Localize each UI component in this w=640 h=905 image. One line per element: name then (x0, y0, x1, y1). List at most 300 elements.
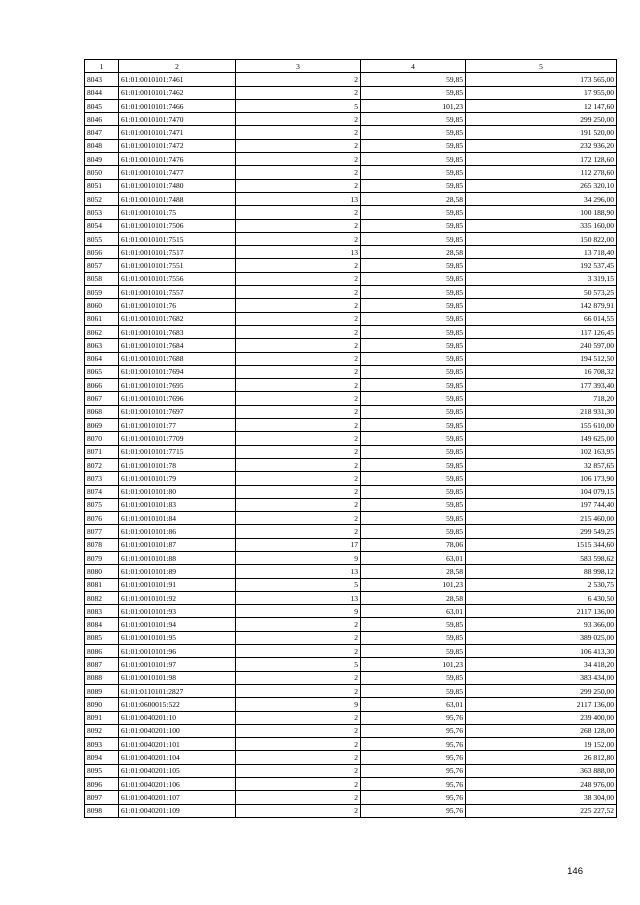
group-cell: 9 (236, 551, 361, 564)
cadastral-number-cell: 61:01:0010101:86 (119, 525, 236, 538)
group-cell: 2 (236, 738, 361, 751)
rate-cell: 59,85 (361, 219, 466, 232)
group-cell: 5 (236, 578, 361, 591)
column-header: 5 (466, 60, 617, 73)
rate-cell: 59,85 (361, 365, 466, 378)
group-cell: 2 (236, 405, 361, 418)
table-row (85, 764, 617, 777)
row-number-cell: 8059 (85, 286, 119, 299)
group-cell: 2 (236, 379, 361, 392)
group-cell: 2 (236, 419, 361, 432)
group-cell: 2 (236, 724, 361, 737)
rate-cell: 78,06 (361, 538, 466, 551)
rate-cell: 59,85 (361, 498, 466, 511)
table-row (85, 565, 617, 578)
table-row (85, 153, 617, 166)
cadastral-number-cell: 61:01:0040201:105 (119, 764, 236, 777)
table-row (85, 698, 617, 711)
value-cell: 12 147,60 (466, 99, 617, 112)
rate-cell: 59,85 (361, 126, 466, 139)
row-number-cell: 8081 (85, 578, 119, 591)
cadastral-number-cell: 61:01:0040201:10 (119, 711, 236, 724)
cadastral-number-cell: 61:01:0010101:83 (119, 498, 236, 511)
rate-cell: 59,85 (361, 485, 466, 498)
row-number-cell: 8062 (85, 325, 119, 338)
table-row (85, 365, 617, 378)
value-cell: 3 319,15 (466, 272, 617, 285)
row-number-cell: 8069 (85, 419, 119, 432)
group-cell: 2 (236, 778, 361, 791)
cadastral-number-cell: 61:01:0040201:106 (119, 778, 236, 791)
table-row (85, 73, 617, 86)
row-number-cell: 8067 (85, 392, 119, 405)
group-cell: 2 (236, 498, 361, 511)
group-cell: 2 (236, 631, 361, 644)
group-cell: 2 (236, 645, 361, 658)
group-cell: 2 (236, 684, 361, 697)
cadastral-number-cell: 61:01:0010101:7472 (119, 139, 236, 152)
cadastral-number-cell: 61:01:0010101:76 (119, 299, 236, 312)
table-body (85, 73, 617, 818)
table-row (85, 86, 617, 99)
table-row (85, 325, 617, 338)
cadastral-number-cell: 61:01:0600015:522 (119, 698, 236, 711)
cadastral-number-cell: 61:01:0010101:75 (119, 206, 236, 219)
value-cell: 106 413,30 (466, 645, 617, 658)
value-cell: 173 565,00 (466, 73, 617, 86)
table-row (85, 804, 617, 817)
rate-cell: 59,85 (361, 432, 466, 445)
cadastral-number-cell: 61:01:0010101:7476 (119, 153, 236, 166)
table-row (85, 299, 617, 312)
table-row (85, 671, 617, 684)
group-cell: 2 (236, 232, 361, 245)
rate-cell: 95,76 (361, 764, 466, 777)
rate-cell: 63,01 (361, 605, 466, 618)
table-row (85, 259, 617, 272)
value-cell: 299 549,25 (466, 525, 617, 538)
table-row (85, 139, 617, 152)
cadastral-number-cell: 61:01:0010101:84 (119, 512, 236, 525)
table-row (85, 405, 617, 418)
table-row (85, 605, 617, 618)
value-cell: 38 304,00 (466, 791, 617, 804)
group-cell: 2 (236, 485, 361, 498)
row-number-cell: 8065 (85, 365, 119, 378)
cadastral-number-cell: 61:01:0110101:2827 (119, 684, 236, 697)
row-number-cell: 8091 (85, 711, 119, 724)
table-row (85, 525, 617, 538)
rate-cell: 59,85 (361, 179, 466, 192)
value-cell: 155 610,00 (466, 419, 617, 432)
cadastral-number-cell: 61:01:0010101:93 (119, 605, 236, 618)
group-cell: 9 (236, 605, 361, 618)
row-number-cell: 8075 (85, 498, 119, 511)
value-cell: 19 152,00 (466, 738, 617, 751)
value-cell: 191 520,00 (466, 126, 617, 139)
value-cell: 93 366,00 (466, 618, 617, 631)
cadastral-number-cell: 61:01:0010101:7684 (119, 339, 236, 352)
group-cell: 2 (236, 259, 361, 272)
rate-cell: 59,85 (361, 312, 466, 325)
value-cell: 194 512,50 (466, 352, 617, 365)
group-cell: 2 (236, 73, 361, 86)
row-number-cell: 8083 (85, 605, 119, 618)
value-cell: 1515 344,60 (466, 538, 617, 551)
value-cell: 218 931,30 (466, 405, 617, 418)
row-number-cell: 8072 (85, 458, 119, 471)
table-row (85, 791, 617, 804)
cadastral-number-cell: 61:01:0010101:7466 (119, 99, 236, 112)
page-number: 146 (567, 866, 583, 877)
cadastral-number-cell: 61:01:0010101:7696 (119, 392, 236, 405)
cadastral-number-cell: 61:01:0010101:91 (119, 578, 236, 591)
table-row (85, 591, 617, 604)
row-number-cell: 8090 (85, 698, 119, 711)
row-number-cell: 8086 (85, 645, 119, 658)
cadastral-number-cell: 61:01:0010101:7694 (119, 365, 236, 378)
cadastral-number-cell: 61:01:0010101:7477 (119, 166, 236, 179)
cadastral-number-cell: 61:01:0040201:104 (119, 751, 236, 764)
cadastral-number-cell: 61:01:0010101:7506 (119, 219, 236, 232)
value-cell: 232 936,20 (466, 139, 617, 152)
rate-cell: 95,76 (361, 711, 466, 724)
row-number-cell: 8048 (85, 139, 119, 152)
row-number-cell: 8046 (85, 113, 119, 126)
rate-cell: 59,85 (361, 645, 466, 658)
table-row (85, 751, 617, 764)
value-cell: 2117 136,00 (466, 698, 617, 711)
rate-cell: 59,85 (361, 73, 466, 86)
value-cell: 13 718,40 (466, 246, 617, 259)
row-number-cell: 8050 (85, 166, 119, 179)
value-cell: 142 879,91 (466, 299, 617, 312)
cadastral-number-cell: 61:01:0010101:96 (119, 645, 236, 658)
value-cell: 583 598,62 (466, 551, 617, 564)
table-row (85, 312, 617, 325)
group-cell: 2 (236, 512, 361, 525)
rate-cell: 59,85 (361, 206, 466, 219)
table-row (85, 578, 617, 591)
group-cell: 2 (236, 166, 361, 179)
group-cell: 2 (236, 299, 361, 312)
group-cell: 2 (236, 764, 361, 777)
column-header: 3 (236, 60, 361, 73)
table-row (85, 551, 617, 564)
group-cell: 13 (236, 565, 361, 578)
rate-cell: 59,85 (361, 113, 466, 126)
value-cell: 363 888,00 (466, 764, 617, 777)
table-row (85, 99, 617, 112)
table-row (85, 419, 617, 432)
table-row (85, 246, 617, 259)
value-cell: 17 955,00 (466, 86, 617, 99)
group-cell: 9 (236, 698, 361, 711)
value-cell: 102 163,95 (466, 445, 617, 458)
group-cell: 2 (236, 365, 361, 378)
rate-cell: 59,85 (361, 153, 466, 166)
group-cell: 13 (236, 246, 361, 259)
value-cell: 16 708,32 (466, 365, 617, 378)
row-number-cell: 8080 (85, 565, 119, 578)
rate-cell: 59,85 (361, 684, 466, 697)
column-header: 1 (85, 60, 119, 73)
cadastral-number-cell: 61:01:0010101:89 (119, 565, 236, 578)
row-number-cell: 8055 (85, 232, 119, 245)
group-cell: 2 (236, 312, 361, 325)
table-row (85, 458, 617, 471)
value-cell: 2117 136,00 (466, 605, 617, 618)
row-number-cell: 8095 (85, 764, 119, 777)
rate-cell: 59,85 (361, 272, 466, 285)
cadastral-number-cell: 61:01:0010101:7697 (119, 405, 236, 418)
column-header: 4 (361, 60, 466, 73)
cadastral-number-cell: 61:01:0010101:7557 (119, 286, 236, 299)
row-number-cell: 8077 (85, 525, 119, 538)
table-row (85, 658, 617, 671)
rate-cell: 59,85 (361, 472, 466, 485)
table-row (85, 778, 617, 791)
row-number-cell: 8047 (85, 126, 119, 139)
value-cell: 106 173,90 (466, 472, 617, 485)
cadastral-number-cell: 61:01:0010101:79 (119, 472, 236, 485)
value-cell: 265 320,10 (466, 179, 617, 192)
row-number-cell: 8043 (85, 73, 119, 86)
group-cell: 2 (236, 179, 361, 192)
row-number-cell: 8052 (85, 192, 119, 205)
table-row (85, 219, 617, 232)
cadastral-number-cell: 61:01:0010101:7517 (119, 246, 236, 259)
rate-cell: 101,23 (361, 99, 466, 112)
group-cell: 2 (236, 272, 361, 285)
cadastral-number-cell: 61:01:0010101:87 (119, 538, 236, 551)
rate-cell: 59,85 (361, 352, 466, 365)
group-cell: 2 (236, 791, 361, 804)
table-row (85, 286, 617, 299)
value-cell: 240 597,00 (466, 339, 617, 352)
value-cell: 100 188,90 (466, 206, 617, 219)
cadastral-number-cell: 61:01:0010101:77 (119, 419, 236, 432)
rate-cell: 59,85 (361, 405, 466, 418)
row-number-cell: 8079 (85, 551, 119, 564)
row-number-cell: 8061 (85, 312, 119, 325)
group-cell: 2 (236, 139, 361, 152)
rate-cell: 59,85 (361, 458, 466, 471)
row-number-cell: 8093 (85, 738, 119, 751)
value-cell: 268 128,00 (466, 724, 617, 737)
row-number-cell: 8057 (85, 259, 119, 272)
row-number-cell: 8082 (85, 591, 119, 604)
cadastral-number-cell: 61:01:0010101:95 (119, 631, 236, 644)
cadastral-number-cell: 61:01:0010101:7462 (119, 86, 236, 99)
table-row (85, 445, 617, 458)
row-number-cell: 8096 (85, 778, 119, 791)
group-cell: 2 (236, 325, 361, 338)
value-cell: 225 227,52 (466, 804, 617, 817)
row-number-cell: 8073 (85, 472, 119, 485)
row-number-cell: 8097 (85, 791, 119, 804)
value-cell: 26 812,80 (466, 751, 617, 764)
row-number-cell: 8078 (85, 538, 119, 551)
cadastral-number-cell: 61:01:0010101:7470 (119, 113, 236, 126)
rate-cell: 59,85 (361, 618, 466, 631)
cadastral-number-cell: 61:01:0010101:88 (119, 551, 236, 564)
value-cell: 150 822,00 (466, 232, 617, 245)
row-number-cell: 8098 (85, 804, 119, 817)
table-row (85, 472, 617, 485)
group-cell: 13 (236, 192, 361, 205)
table-row (85, 392, 617, 405)
value-cell: 389 025,00 (466, 631, 617, 644)
group-cell: 2 (236, 219, 361, 232)
rate-cell: 59,85 (361, 671, 466, 684)
row-number-cell: 8054 (85, 219, 119, 232)
row-number-cell: 8060 (85, 299, 119, 312)
cadastral-number-cell: 61:01:0010101:94 (119, 618, 236, 631)
table-row (85, 711, 617, 724)
row-number-cell: 8056 (85, 246, 119, 259)
group-cell: 2 (236, 86, 361, 99)
value-cell: 299 250,00 (466, 113, 617, 126)
rate-cell: 28,58 (361, 591, 466, 604)
group-cell: 2 (236, 618, 361, 631)
value-cell: 6 430,50 (466, 591, 617, 604)
group-cell: 2 (236, 352, 361, 365)
row-number-cell: 8053 (85, 206, 119, 219)
value-cell: 177 393,40 (466, 379, 617, 392)
value-cell: 50 573,25 (466, 286, 617, 299)
value-cell: 117 126,45 (466, 325, 617, 338)
value-cell: 149 625,00 (466, 432, 617, 445)
cadastral-number-cell: 61:01:0010101:80 (119, 485, 236, 498)
group-cell: 5 (236, 658, 361, 671)
table-row (85, 724, 617, 737)
table-row (85, 113, 617, 126)
rate-cell: 95,76 (361, 738, 466, 751)
rate-cell: 95,76 (361, 804, 466, 817)
rate-cell: 59,85 (361, 392, 466, 405)
rate-cell: 59,85 (361, 379, 466, 392)
cadastral-number-cell: 61:01:0010101:7556 (119, 272, 236, 285)
value-cell: 718,20 (466, 392, 617, 405)
value-cell: 104 079,15 (466, 485, 617, 498)
table-row (85, 498, 617, 511)
cadastral-number-cell: 61:01:0010101:92 (119, 591, 236, 604)
group-cell: 2 (236, 445, 361, 458)
value-cell: 192 537,45 (466, 259, 617, 272)
value-cell: 215 460,00 (466, 512, 617, 525)
row-number-cell: 8076 (85, 512, 119, 525)
group-cell: 2 (236, 153, 361, 166)
cadastral-number-cell: 61:01:0010101:7683 (119, 325, 236, 338)
row-number-cell: 8092 (85, 724, 119, 737)
table-header-row (85, 60, 617, 73)
row-number-cell: 8087 (85, 658, 119, 671)
row-number-cell: 8084 (85, 618, 119, 631)
cadastral-number-cell: 61:01:0010101:7461 (119, 73, 236, 86)
value-cell: 2 530,75 (466, 578, 617, 591)
table-row (85, 166, 617, 179)
rate-cell: 59,85 (361, 299, 466, 312)
cadastral-number-cell: 61:01:0010101:97 (119, 658, 236, 671)
row-number-cell: 8094 (85, 751, 119, 764)
row-number-cell: 8071 (85, 445, 119, 458)
value-cell: 34 418,20 (466, 658, 617, 671)
group-cell: 2 (236, 432, 361, 445)
table-row (85, 206, 617, 219)
table-row (85, 485, 617, 498)
cadastral-number-cell: 61:01:0010101:7688 (119, 352, 236, 365)
cadastral-number-cell: 61:01:0010101:98 (119, 671, 236, 684)
rate-cell: 59,85 (361, 339, 466, 352)
rate-cell: 28,58 (361, 246, 466, 259)
group-cell: 2 (236, 804, 361, 817)
table-row (85, 631, 617, 644)
rate-cell: 59,85 (361, 525, 466, 538)
group-cell: 2 (236, 339, 361, 352)
row-number-cell: 8049 (85, 153, 119, 166)
rate-cell: 95,76 (361, 778, 466, 791)
cadastral-number-cell: 61:01:0010101:7695 (119, 379, 236, 392)
group-cell: 2 (236, 286, 361, 299)
row-number-cell: 8045 (85, 99, 119, 112)
table-row (85, 684, 617, 697)
rate-cell: 59,85 (361, 286, 466, 299)
table-row (85, 512, 617, 525)
rate-cell: 95,76 (361, 751, 466, 764)
group-cell: 2 (236, 751, 361, 764)
group-cell: 13 (236, 591, 361, 604)
row-number-cell: 8064 (85, 352, 119, 365)
cadastral-number-cell: 61:01:0040201:100 (119, 724, 236, 737)
group-cell: 17 (236, 538, 361, 551)
value-cell: 88 998,12 (466, 565, 617, 578)
value-cell: 248 976,00 (466, 778, 617, 791)
cadastral-number-cell: 61:01:0010101:7551 (119, 259, 236, 272)
row-number-cell: 8044 (85, 86, 119, 99)
table-row (85, 272, 617, 285)
value-cell: 335 160,00 (466, 219, 617, 232)
table-row (85, 339, 617, 352)
table-row (85, 232, 617, 245)
cadastral-number-cell: 61:01:0010101:7715 (119, 445, 236, 458)
table-row (85, 738, 617, 751)
table-row (85, 192, 617, 205)
rate-cell: 101,23 (361, 578, 466, 591)
value-cell: 66 014,55 (466, 312, 617, 325)
group-cell: 2 (236, 126, 361, 139)
rate-cell: 59,85 (361, 139, 466, 152)
value-cell: 32 857,65 (466, 458, 617, 471)
cadastral-number-cell: 61:01:0010101:78 (119, 458, 236, 471)
cadastral-number-cell: 61:01:0010101:7480 (119, 179, 236, 192)
cadastral-number-cell: 61:01:0040201:109 (119, 804, 236, 817)
cadastral-number-cell: 61:01:0010101:7515 (119, 232, 236, 245)
group-cell: 2 (236, 392, 361, 405)
rate-cell: 28,58 (361, 565, 466, 578)
row-number-cell: 8063 (85, 339, 119, 352)
group-cell: 2 (236, 113, 361, 126)
rate-cell: 59,85 (361, 631, 466, 644)
rate-cell: 59,85 (361, 445, 466, 458)
table-row (85, 126, 617, 139)
row-number-cell: 8085 (85, 631, 119, 644)
table-row (85, 179, 617, 192)
value-cell: 197 744,40 (466, 498, 617, 511)
group-cell: 2 (236, 472, 361, 485)
rate-cell: 59,85 (361, 419, 466, 432)
rate-cell: 95,76 (361, 724, 466, 737)
